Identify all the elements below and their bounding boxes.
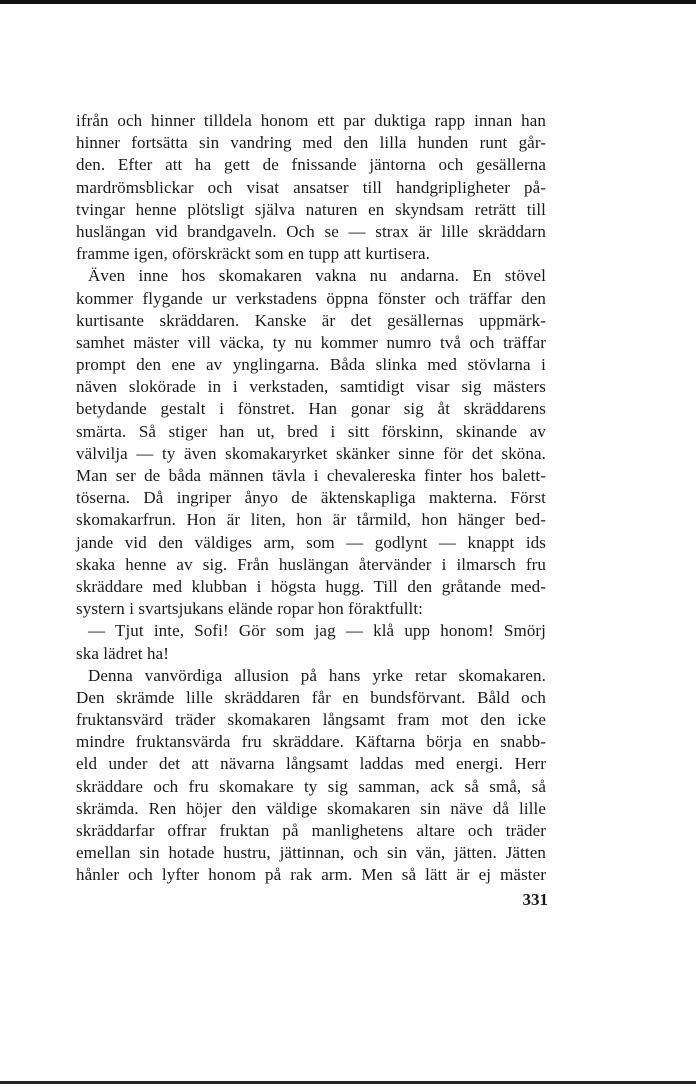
text-line: framme igen, oförskräckt som en tupp att kurtisera. bbox=[76, 244, 430, 264]
text-line: välvilja — ty även skomakaryrket skänker sinne för det sköna. bbox=[76, 443, 546, 463]
text-line: prompt den ene av ynglingarna. Båda slinka med stövlarna i bbox=[76, 355, 546, 375]
text-line: samhet mäster vill väcka, ty nu kommer numro två och träffar bbox=[76, 332, 546, 352]
text-line: systern i svartsjukans elände ropar hon föraktfullt: bbox=[76, 599, 424, 619]
text-line: skräddare med klubban i högsta hugg. Till den gråtande med- bbox=[76, 576, 546, 596]
text-line: jande vid den väldiges arm, som — godlynt — knappt ids bbox=[76, 532, 546, 552]
text-line: Även inne hos skomakaren vakna nu andarna. En stövel bbox=[88, 266, 546, 286]
text-line: skomakarfrun. Hon är liten, hon är tårmild, hon hänger bed- bbox=[76, 510, 546, 530]
scan-edge-top bbox=[0, 0, 696, 4]
text-line: ska lädret ha! bbox=[76, 643, 169, 663]
text-line: skräddarfar offrar fruktan på manlighetens altare och träder bbox=[76, 821, 546, 840]
text-line: Denna vanvördiga allusion på hans yrke retar skomakaren. bbox=[88, 665, 546, 685]
text-line: skräddare och fru skomakare ty sig samman, ack så små, så bbox=[76, 776, 546, 796]
text-line: — Tjut inte, Sofi! Gör som jag — klå upp honom! Smörj bbox=[88, 621, 546, 641]
text-line: eld under det att nävarna långsamt laddas med energi. Herr bbox=[76, 754, 546, 774]
text-line: kommer flygande ur verkstadens öppna fönster och träffar den bbox=[76, 288, 546, 308]
text-line: Man ser de båda männen tävla i chevalereska finter hos balett- bbox=[76, 466, 546, 485]
text-line: Den skrämde lille skräddaren får en bundsförvant. Båld och bbox=[76, 687, 546, 707]
text-line: den. Efter att ha gett de fnissande jäntorna och gesällerna bbox=[76, 155, 546, 175]
text-line: mardrömsblickar och visat ansatser till handgripligheter på- bbox=[76, 177, 546, 197]
text-line: huslängan vid brandgaveln. Och se — strax är lille skräddarn bbox=[76, 221, 546, 241]
text-line: tvingar henne plötsligt själva naturen en skyndsam reträtt till bbox=[76, 199, 546, 219]
text-line: ifrån och hinner tilldela honom ett par duktiga rapp innan han bbox=[76, 111, 546, 130]
text-line: betydande gestalt i fönstret. Han gonar sig åt skräddarens bbox=[76, 399, 546, 419]
text-line: mindre fruktansvärda fru skräddare. Käftarna börja en snabb- bbox=[76, 732, 546, 752]
body-text bbox=[76, 110, 546, 887]
text-line: skaka henne av sig. Från huslängan återvänder i ilmarsch fru bbox=[76, 554, 546, 574]
text-line: töserna. Då ingriper ånyo de äktenskapliga makterna. Först bbox=[76, 488, 546, 508]
text-line: näven slokörade in i verkstaden, samtidigt visar sig mästers bbox=[76, 377, 546, 397]
text-line: hinner fortsätta sin vandring med den lilla hunden runt går- bbox=[76, 133, 546, 153]
text-line: emellan sin hotade hustru, jättinnan, och sin vän, jätten. Jätten bbox=[76, 843, 546, 863]
text-line: kurtisante skräddaren. Kanske är det gesällernas uppmärk- bbox=[76, 310, 546, 330]
text-line: smärta. Så stiger han ut, bred i sitt förskinn, skinande av bbox=[76, 421, 546, 441]
text-line: skrämda. Ren höjer den väldige skomakaren sin näve då lille bbox=[76, 798, 546, 818]
text-line: hånler och lyfter honom på rak arm. Men så lätt är ej mäster bbox=[76, 865, 546, 885]
page-number: 331 bbox=[522, 890, 548, 909]
scan-edge-bottom bbox=[0, 1081, 696, 1084]
text-line: fruktansvärd träder skomakaren långsamt fram mot den icke bbox=[76, 710, 546, 730]
